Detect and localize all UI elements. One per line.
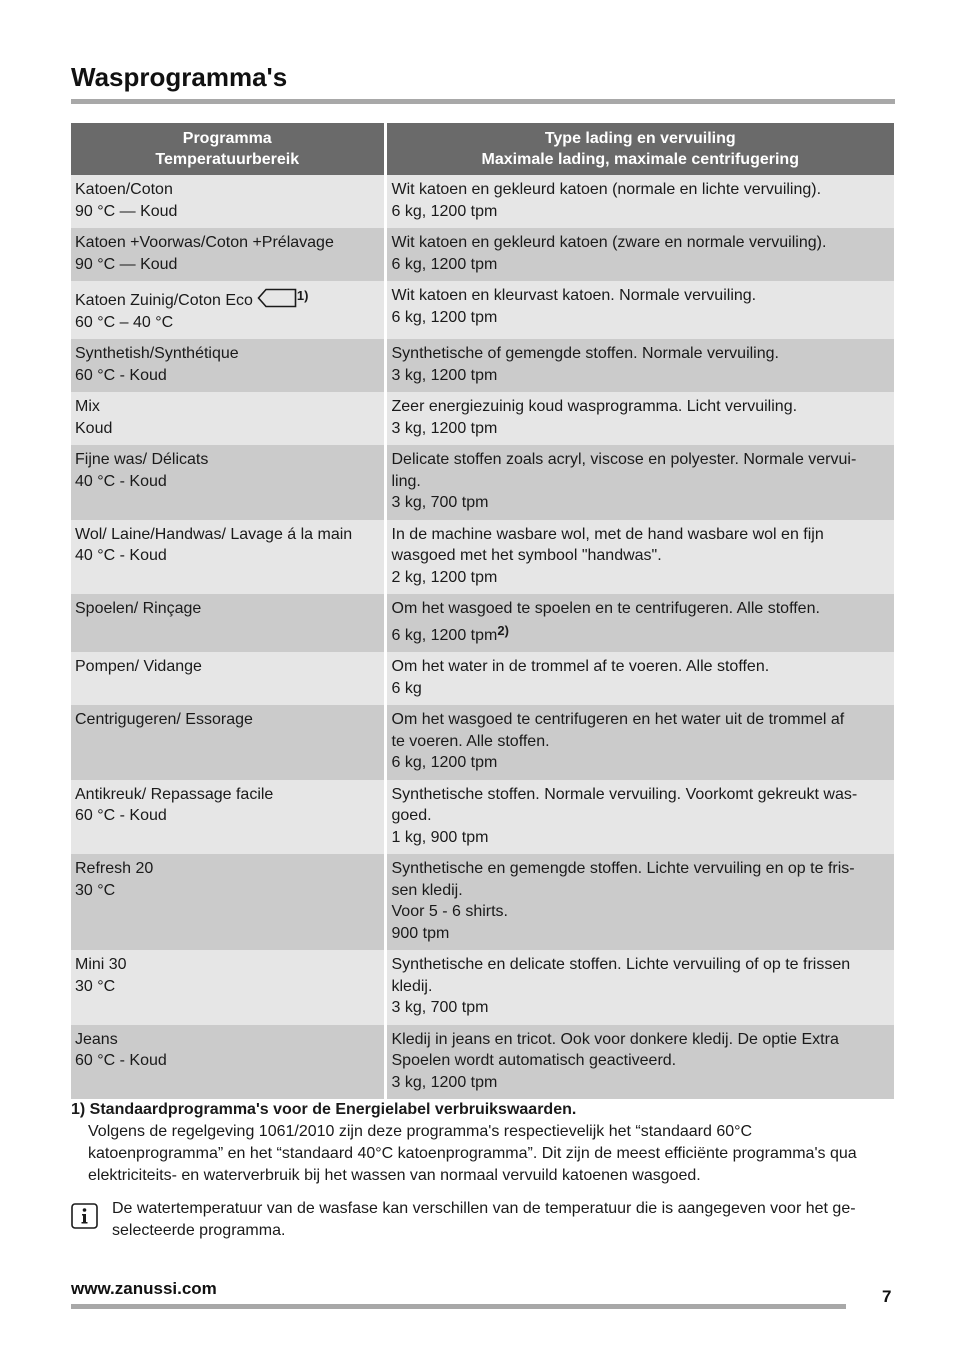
program-temperature-text: 60 °C – 40 °C (75, 313, 174, 331)
program-temperature-text: 60 °C - Koud (75, 1052, 167, 1069)
footer-divider (71, 1304, 846, 1309)
program-name-text: Mix (75, 398, 100, 415)
program-cell (71, 780, 385, 855)
program-name (75, 954, 380, 976)
program-temperature-text: 60 °C - Koud (75, 366, 167, 384)
details-text: Om het wasgoed te centrifugeren en het water uit de trommel af (391, 711, 845, 728)
details-cell (385, 950, 894, 1025)
details-text: Wit katoen en gekleurd katoen (zware en normale vervuiling). (391, 234, 827, 251)
program-name (75, 232, 380, 254)
details-line (392, 545, 891, 567)
details-text: ling. (391, 472, 421, 490)
program-temperature (75, 201, 380, 223)
program-temperature (75, 312, 380, 334)
footnote-title: 1) Standaardprogramma's voor de Energielabel verbruikswaarden. (71, 1101, 577, 1118)
program-name (75, 449, 380, 471)
details-line (392, 343, 891, 365)
program-cell (71, 175, 385, 228)
program-cell (71, 950, 385, 1025)
details-text: Synthetische en gemengde stoffen. Lichte vervuiling en op te fris- (391, 860, 855, 877)
program-name-text: Wol/ Laine/Handwas/ Lavage á la main (75, 525, 353, 543)
footnote-line: katoenprogramma” en het “standaard 40°C katoenprogramma”. Dit zijn de meest efficiënte programma's qua (88, 1145, 857, 1162)
footnote-line: elektriciteits- en waterverbruik bij het wassen van normaal vervuild katoenen wasgoed. (88, 1167, 701, 1184)
eco-label-icon (257, 288, 297, 308)
program-name (75, 656, 380, 678)
table-row (71, 175, 894, 228)
details-text: kledij. (391, 977, 433, 995)
program-cell (71, 392, 385, 445)
program-name (75, 598, 380, 620)
program-cell (71, 228, 385, 281)
details-text: wasgoed met het symbool "handwas". (391, 547, 662, 564)
details-text: Kledij in jeans en tricot. Ook voor donkere kledij. De optie Extra (391, 1030, 839, 1048)
footer-website-link[interactable]: www.zanussi.com (71, 1279, 217, 1298)
program-temperature (75, 365, 380, 387)
details-text: 2 kg, 1200 tpm (391, 568, 498, 586)
details-cell (385, 281, 894, 339)
program-cell (71, 854, 385, 950)
program-temperature-text: 30 °C (75, 977, 116, 995)
details-cell (385, 228, 894, 281)
program-temperature (75, 976, 380, 998)
details-text: Spoelen wordt automatisch geactiveerd. (391, 1052, 677, 1069)
program-temperature-text: 30 °C (75, 881, 116, 899)
details-line (392, 598, 891, 620)
info-icon (71, 1203, 98, 1229)
page-title: Wasprogramma's (71, 62, 288, 92)
program-name-text: Pompen/ Vidange (75, 658, 202, 675)
details-line (392, 709, 891, 731)
details-text: Synthetische stoffen. Normale vervuiling. Voorkomt gekreukt was- (391, 785, 858, 803)
program-name-text: Synthetish/Synthétique (75, 345, 239, 362)
details-text: Om het wasgoed te spoelen en te centrifugeren. Alle stoffen. (391, 600, 820, 617)
details-text: goed. (391, 807, 432, 824)
header-temperature-label: Temperatuurbereik (155, 151, 300, 168)
details-line (392, 923, 891, 945)
header-max-load-label: Maximale lading, maximale centrifugering (481, 151, 799, 168)
table-header-row (71, 123, 894, 175)
details-cell (385, 520, 894, 595)
details-line (392, 418, 891, 440)
program-name-text: Jeans (75, 1030, 118, 1048)
info-text-line: selecteerde programma. (112, 1222, 286, 1239)
details-cell (385, 705, 894, 780)
program-name (75, 179, 380, 201)
details-text: 6 kg, 1200 tpm (391, 202, 498, 220)
program-name (75, 709, 380, 731)
table-row (71, 445, 894, 520)
details-text: Synthetische of gemengde stoffen. Normale vervuiling. (391, 345, 779, 362)
program-temperature (75, 471, 380, 493)
details-text: Wit katoen en gekleurd katoen (normale en lichte vervuiling). (391, 181, 822, 198)
details-line (392, 365, 891, 387)
program-name (75, 784, 380, 806)
details-line (392, 880, 891, 902)
table-row (71, 281, 894, 339)
program-temperature-text: Koud (75, 419, 113, 437)
details-cell (385, 854, 894, 950)
details-line (392, 567, 891, 589)
details-line (392, 656, 891, 678)
table-row (71, 950, 894, 1025)
details-text: te voeren. Alle stoffen. (391, 732, 550, 750)
details-line (392, 620, 891, 647)
header-load-type-label: Type lading en vervuiling (544, 129, 736, 147)
details-text: 3 kg, 700 tpm (391, 494, 489, 511)
details-line (392, 858, 891, 880)
details-cell (385, 780, 894, 855)
details-cell (385, 392, 894, 445)
program-name (75, 343, 380, 365)
info-text-line: De watertemperatuur van de wasfase kan verschillen van de temperatuur die is aangegeven voor het ge- (112, 1200, 856, 1217)
details-cell (385, 594, 894, 652)
title-divider (71, 99, 895, 104)
details-text: Zeer energiezuinig koud wasprogramma. Licht vervuiling. (391, 398, 798, 415)
details-line (392, 285, 891, 307)
details-line (392, 449, 891, 471)
program-cell (71, 594, 385, 652)
header-program (71, 123, 385, 175)
header-load (385, 123, 894, 175)
details-text: Wit katoen en kleurvast katoen. Normale vervuiling. (391, 287, 757, 304)
table-row (71, 1025, 894, 1100)
program-cell (71, 705, 385, 780)
program-temperature-text: 60 °C - Koud (75, 807, 167, 824)
details-line (392, 179, 891, 201)
program-name (75, 858, 380, 880)
program-temperature (75, 880, 380, 902)
program-name-text: Katoen/Coton (75, 181, 173, 198)
program-cell (71, 445, 385, 520)
program-temperature (75, 1050, 380, 1072)
details-text: 6 kg, 1200 tpm (391, 308, 498, 326)
program-name-text: Antikreuk/ Repassage facile (75, 785, 274, 803)
table-row (71, 652, 894, 705)
program-name-text: Katoen Zuinig/Coton Eco (75, 292, 253, 309)
footnote (71, 1099, 901, 1187)
details-text: 3 kg, 1200 tpm (391, 419, 498, 437)
details-line (392, 201, 891, 223)
program-temperature (75, 545, 380, 567)
footnote-marker: 2) (497, 622, 509, 638)
details-text: Voor 5 - 6 shirts. (391, 903, 508, 920)
details-cell (385, 445, 894, 520)
program-name-text: Mini 30 (75, 956, 127, 973)
program-temperature-text: 90 °C — Koud (75, 202, 178, 220)
program-cell (71, 520, 385, 595)
program-cell (71, 652, 385, 705)
program-name (75, 524, 380, 546)
program-name-text: Refresh 20 (75, 860, 154, 877)
details-line (392, 731, 891, 753)
header-program-label: Programma (182, 129, 272, 147)
program-temperature-text: 40 °C - Koud (75, 472, 167, 490)
table-body (71, 175, 894, 1099)
program-temperature (75, 805, 380, 827)
details-line (392, 1029, 891, 1051)
table-row (71, 594, 894, 652)
details-text: 6 kg (391, 679, 422, 697)
details-text: 900 tpm (391, 924, 450, 942)
program-name (75, 396, 380, 418)
details-cell (385, 339, 894, 392)
details-line (392, 524, 891, 546)
details-line (392, 232, 891, 254)
details-line (392, 254, 891, 276)
program-name-text: Centrigugeren/ Essorage (75, 711, 253, 728)
program-temperature-text: 40 °C - Koud (75, 547, 167, 564)
program-name-text: Fijne was/ Délicats (75, 451, 209, 468)
program-name (75, 1029, 380, 1051)
table-row (71, 705, 894, 780)
programs-table (71, 123, 894, 1099)
details-text: 1 kg, 900 tpm (391, 828, 489, 846)
details-text: 6 kg, 1200 tpm (391, 754, 498, 771)
details-line (392, 1072, 891, 1094)
details-text: Delicate stoffen zoals acryl, viscose en polyester. Normale vervui- (391, 451, 857, 468)
details-text: 3 kg, 1200 tpm (391, 1073, 498, 1091)
details-text: In de machine wasbare wol, met de hand wasbare wol en fijn (391, 525, 824, 543)
details-line (392, 1050, 891, 1072)
details-text: 6 kg, 1200 tpm (391, 255, 498, 273)
program-cell (71, 1025, 385, 1100)
details-text: Synthetische en delicate stoffen. Lichte vervuiling of op te frissen (391, 956, 851, 973)
program-cell (71, 339, 385, 392)
program-temperature (75, 254, 380, 276)
table-row (71, 520, 894, 595)
details-line (392, 827, 891, 849)
program-temperature (75, 418, 380, 440)
footnote-marker: 1) (296, 288, 309, 303)
details-line (392, 752, 891, 774)
info-note (71, 1198, 901, 1242)
details-line (392, 492, 891, 514)
details-line (392, 954, 891, 976)
details-text: Om het water in de trommel af te voeren. Alle stoffen. (391, 658, 770, 675)
details-line (392, 307, 891, 329)
program-name-text: Spoelen/ Rinçage (75, 600, 202, 617)
table-row (71, 392, 894, 445)
details-text: 6 kg, 1200 tpm (391, 626, 498, 644)
program-name (75, 285, 380, 312)
details-cell (385, 1025, 894, 1100)
details-cell (385, 652, 894, 705)
table-row (71, 854, 894, 950)
footnote-line: Volgens de regelgeving 1061/2010 zijn deze programma's respectievelijk het “standaard 60°C (88, 1123, 753, 1140)
details-cell (385, 175, 894, 228)
details-text: sen kledij. (391, 881, 463, 899)
page-number: 7 (882, 1287, 892, 1306)
details-line (392, 396, 891, 418)
details-text: 3 kg, 700 tpm (391, 999, 489, 1016)
table-row (71, 780, 894, 855)
program-temperature-text: 90 °C — Koud (75, 255, 178, 273)
details-text: 3 kg, 1200 tpm (391, 366, 498, 384)
details-line (392, 471, 891, 493)
details-line (392, 805, 891, 827)
details-line (392, 784, 891, 806)
program-name-text: Katoen +Voorwas/Coton +Prélavage (75, 234, 334, 251)
details-line (392, 976, 891, 998)
table-row (71, 228, 894, 281)
details-line (392, 678, 891, 700)
table-row (71, 339, 894, 392)
details-line (392, 997, 891, 1019)
program-cell (71, 281, 385, 339)
details-line (392, 901, 891, 923)
